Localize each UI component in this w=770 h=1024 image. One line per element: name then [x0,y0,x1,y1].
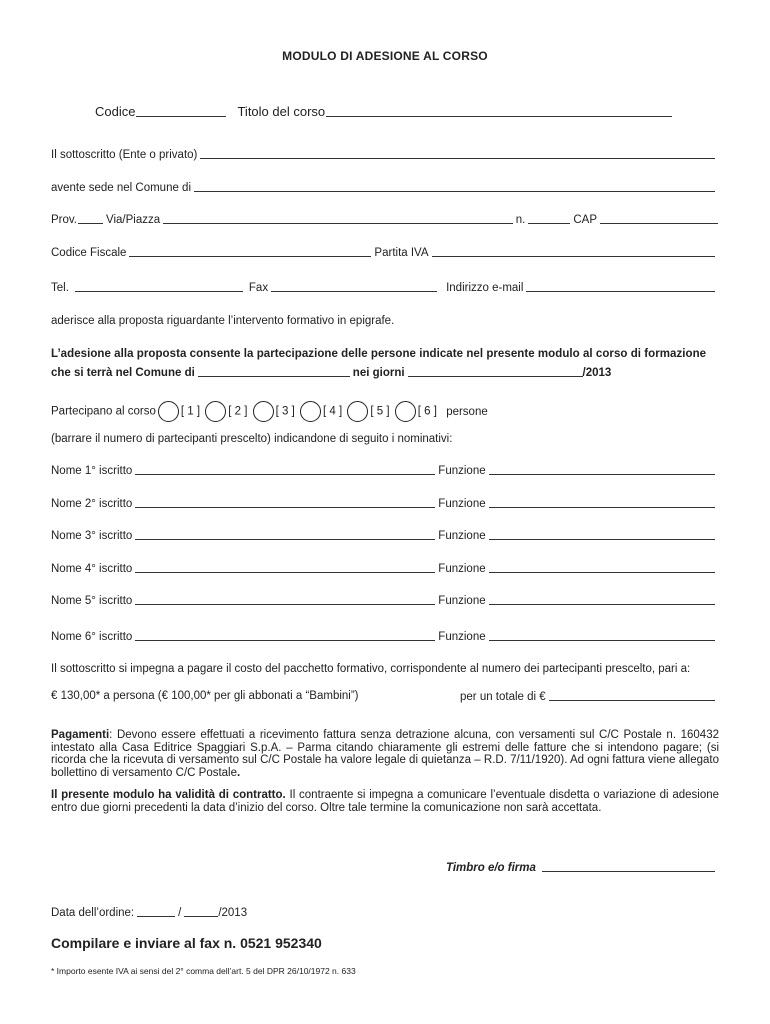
town-label: che si terrà nel Comune di [51,367,195,379]
days-label: nei giorni [352,367,405,379]
signature-field[interactable] [542,861,715,872]
enrollee-name-label: Nome 3° iscritto [51,530,133,542]
enrollee-name-field[interactable] [135,529,435,540]
contract-paragraph [51,789,719,814]
participants-instruction: (barrare il numero di partecipanti prescelto) indicandone di seguito i nominativi: [51,433,453,445]
order-date-day-field[interactable] [137,906,175,917]
order-date-year: /2013 [218,907,248,919]
prov-field[interactable] [78,213,103,224]
email-field[interactable] [526,281,715,292]
enrollee-role-field[interactable] [489,464,715,475]
participant-option-3-circle[interactable] [253,401,274,422]
enrollee-role-field[interactable] [489,529,715,540]
enrollee-name-label: Nome 1° iscritto [51,465,133,477]
cap-label: CAP [573,214,597,226]
fax-instruction: Compilare e inviare al fax n. 0521 952340 [51,935,322,951]
cap-field[interactable] [600,213,718,224]
payments-heading: Pagamenti [51,729,110,741]
enrollee-name-field[interactable] [135,594,435,605]
form-title: MODULO DI ADESIONE AL CORSO [282,49,488,63]
signature-row [446,861,718,874]
enrollee-name-label: Nome 2° iscritto [51,498,133,510]
total-label: per un totale di € [460,691,546,703]
enrollee-name-field[interactable] [135,630,435,641]
adhesion-bold-line: L’adesione alla proposta consente la partecipazione delle persone indicate nel presente modulo al corso di formazione [51,348,707,360]
seat-label: avente sede nel Comune di [51,182,192,194]
enrollee-name-label: Nome 5° iscritto [51,595,133,607]
order-date-label: Data dell’ordine: [51,907,135,919]
enrollee-role-label: Funzione [438,498,486,510]
payments-end: . [237,766,241,779]
contract-text: Il contraente si impegna a comunicare l’eventuale disdetta o variazione di adesione entro due giorni precedenti la data d’inizio del corso. Oltre tale termine la comunicazione non sarà accettata. [51,789,720,814]
course-location-row [51,366,611,379]
enrollee-name-label: Nome 6° iscritto [51,631,133,643]
vat-field[interactable] [432,246,715,257]
enrollee-role-label: Funzione [438,465,486,477]
tax-code-field[interactable] [129,246,371,257]
course-header-row [95,104,675,119]
payment-commitment: Il sottoscritto si impegna a pagare il costo del pacchetto formativo, corrispondente al numero dei partecipanti prescelto, pari a: [51,663,691,675]
enrollee-row-4 [51,562,718,575]
enrollee-role-field[interactable] [489,594,715,605]
participant-option-4: [ 4 ] [323,405,343,418]
footnote: * Importo esente IVA ai sensi del 2° comma dell’art. 5 del DPR 26/10/1972 n. 633 [51,966,356,976]
enrollee-role-label: Funzione [438,595,486,607]
payments-text: : Devono essere effettuati a ricevimento fattura senza detrazione alcuna, con versamenti sul C/C Postale n. 160432 intestato alla Casa Editrice Spaggiari S.p.A. – Parma citando chiaramente gli estremi delle fatture che si intendono pagare; (si ricorda che la ricevuta di versamento sul C/C Postale ha valore legale di quietanza – R.D. 7/11/1920). Ad ogni fattura viene allegato bollettino di versamento C/C Postale [51,729,719,779]
code-field[interactable] [136,106,226,117]
enrollee-name-field[interactable] [135,464,435,475]
order-date-sep: / [178,907,182,919]
participant-option-4-circle[interactable] [300,401,321,422]
enrollee-row-1 [51,464,718,477]
participant-option-6-circle[interactable] [395,401,416,422]
participant-option-5-circle[interactable] [347,401,368,422]
participants-row [51,401,488,422]
enrollee-name-field[interactable] [135,497,435,508]
payments-paragraph [51,729,719,779]
adhesion-text: aderisce alla proposta riguardante l’intervento formativo in epigrafe. [51,315,395,327]
enrollee-role-label: Funzione [438,631,486,643]
enrollee-row-6 [51,630,718,643]
street-label: Via/Piazza [106,214,161,226]
code-label: Codice [95,104,136,119]
enrollee-name-field[interactable] [135,562,435,573]
enrollee-role-field[interactable] [489,497,715,508]
number-label: n. [515,214,526,226]
tel-field[interactable] [75,281,243,292]
enrollee-role-label: Funzione [438,530,486,542]
participants-label: Partecipano al corso [51,405,156,418]
participant-option-1: [ 1 ] [180,405,201,418]
enrollee-name-label: Nome 4° iscritto [51,563,133,575]
order-date-row [51,906,247,919]
participant-option-2-circle[interactable] [205,401,226,422]
order-date-month-field[interactable] [184,906,218,917]
participant-option-5: [ 5 ] [370,405,390,418]
participant-option-2: [ 2 ] [228,405,248,418]
undersigned-row [51,148,718,161]
enrollee-row-2 [51,497,718,510]
email-label: Indirizzo e-mail [446,282,524,294]
undersigned-label: Il sottoscritto (Ente o privato) [51,149,198,161]
participants-suffix: persone [446,405,488,418]
address-row [51,213,718,226]
contacts-row [51,281,718,294]
prov-label: Prov. [51,214,77,226]
tax-code-label: Codice Fiscale [51,247,127,259]
total-row [460,690,718,703]
tel-label: Tel. [51,282,69,294]
undersigned-field[interactable] [200,148,715,159]
enrollee-role-field[interactable] [489,630,715,641]
fax-label: Fax [248,282,269,294]
seat-row [51,181,718,194]
fax-field[interactable] [271,281,437,292]
number-field[interactable] [528,213,570,224]
total-field[interactable] [549,690,715,701]
days-field[interactable] [408,366,583,377]
town-field[interactable] [198,366,350,377]
participant-option-3: [ 3 ] [275,405,295,418]
course-title-label: Titolo del corso [237,104,326,119]
year-label: /2013 [582,367,612,379]
tax-row [51,246,718,259]
price-text: € 130,00* a persona (€ 100,00* per gli abbonati a “Bambini”) [51,690,359,702]
vat-label: Partita IVA [374,247,429,259]
enrollee-row-3 [51,529,718,542]
participant-option-6: [ 6 ] [417,405,437,418]
participant-option-1-circle[interactable] [158,401,179,422]
signature-label: Timbro e/o firma [446,862,536,874]
course-title-field[interactable] [326,106,672,117]
contract-heading: Il presente modulo ha validità di contratto. [51,789,286,801]
seat-field[interactable] [194,181,715,192]
enrollee-row-5 [51,594,718,607]
enrollee-role-label: Funzione [438,563,486,575]
enrollee-role-field[interactable] [489,562,715,573]
street-field[interactable] [163,213,513,224]
